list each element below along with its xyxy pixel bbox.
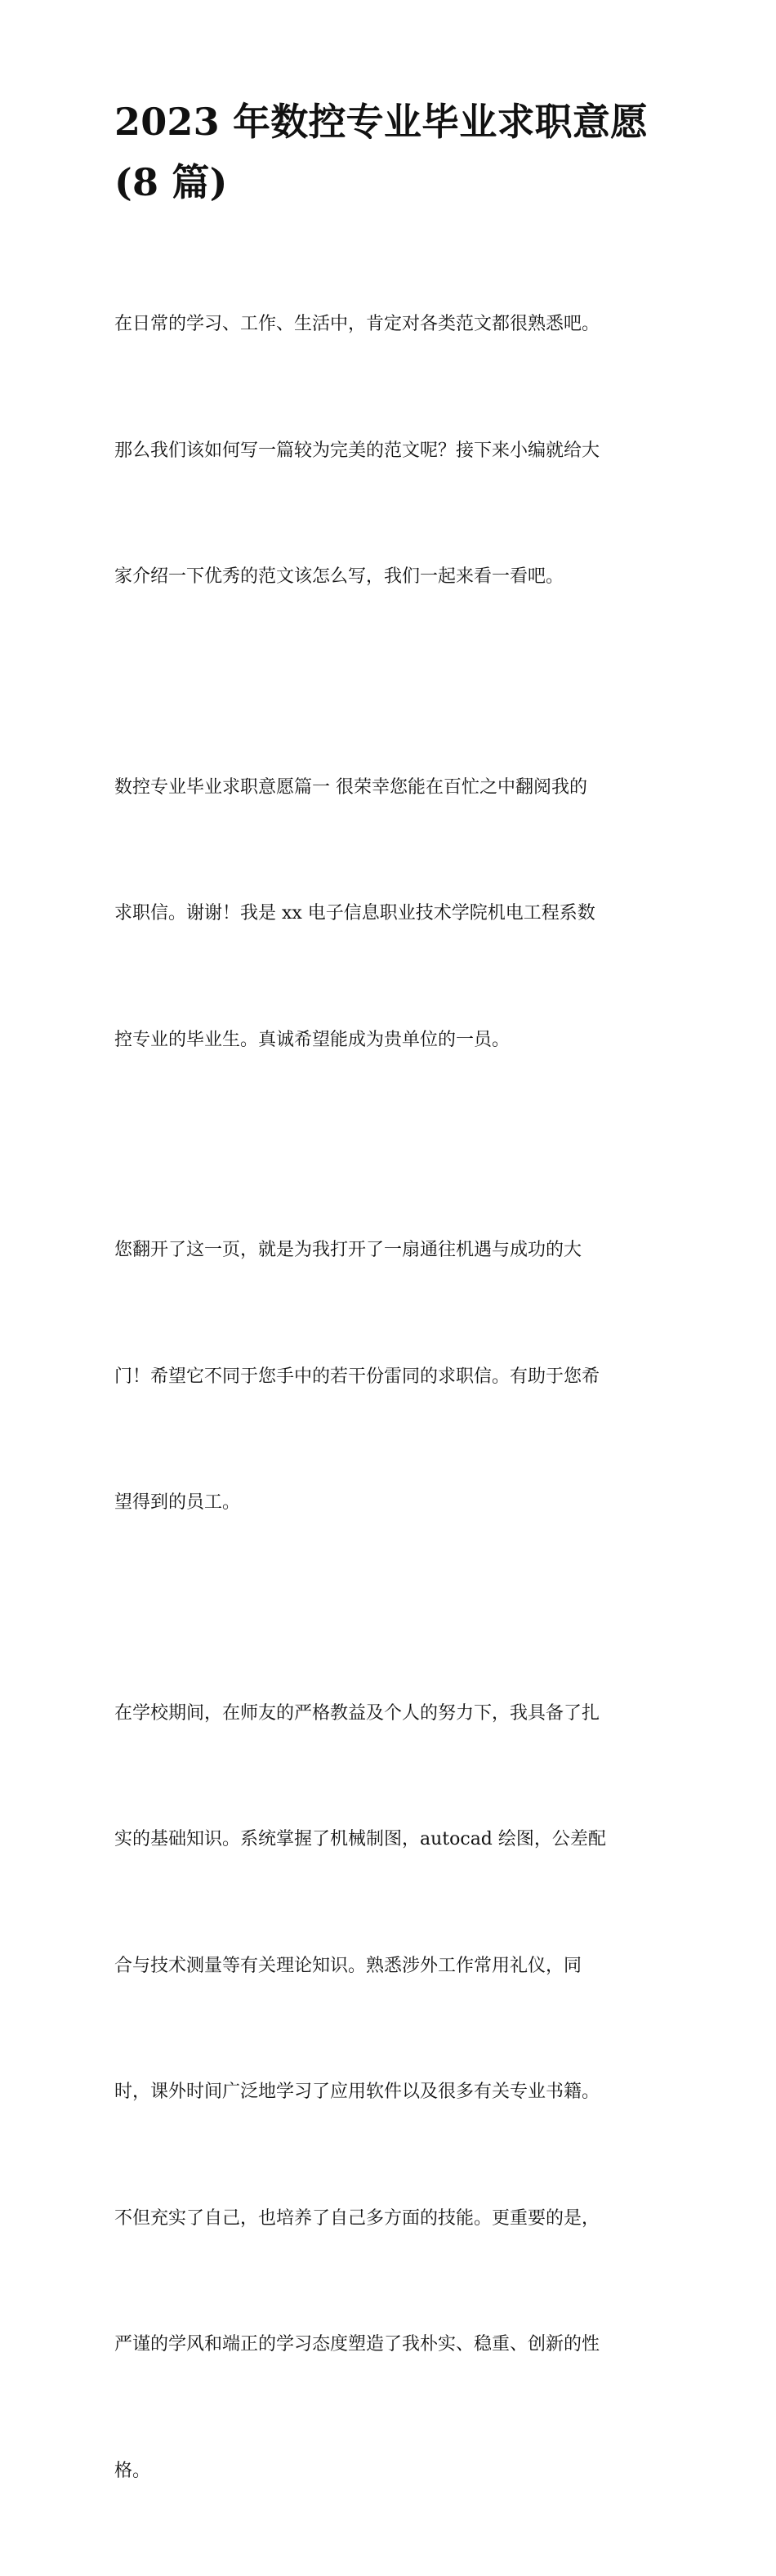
text-line: 严谨的学风和端正的学习态度塑造了我朴实、稳重、创新的性 [114,2323,666,2366]
text-line: 不但充实了自己，也培养了自己多方面的技能。更重要的是， [114,2198,666,2240]
paragraph-school-experience [114,1608,666,2576]
text-line: 求职信。谢谢！我是 xx 电子信息职业技术学院机电工程系数 [114,892,666,935]
text-line: 实的基础知识。系统掌握了机械制图，autocad 绘图，公差配 [114,1818,666,1861]
text-line: 格。 [114,2450,666,2493]
text-line: 望得到的员工。 [114,1482,666,1524]
paragraph-opportunity [114,1145,666,1608]
document-title [114,92,666,212]
text-line: 门！希望它不同于您手中的若干份雷同的求职信。有助于您希 [114,1356,666,1398]
text-line: 在日常的学习、工作、生活中，肯定对各类范文都很熟悉吧。 [114,303,666,346]
text-line: 数控专业毕业求职意愿篇一 很荣幸您能在百忙之中翻阅我的 [114,767,666,809]
text-line: 在学校期间，在师友的严格教益及个人的努力下，我具备了扎 [114,1693,666,1735]
text-line: 时，课外时间广泛地学习了应用软件以及很多有关专业书籍。 [114,2071,666,2113]
title-line-1: 2023 年数控专业毕业求职意愿 [114,92,666,152]
document-body [114,219,666,2576]
title-line-2: (8 篇) [114,152,666,212]
text-line: 那么我们该如何写一篇较为完美的范文呢？接下来小编就给大 [114,430,666,472]
text-line: 您翻开了这一页，就是为我打开了一扇通往机遇与成功的大 [114,1229,666,1272]
document-page [114,92,666,2576]
text-line: 合与技术测量等有关理论知识。熟悉涉外工作常用礼仪，同 [114,1945,666,1988]
text-line: 家介绍一下优秀的范文该怎么写，我们一起来看一看吧。 [114,556,666,598]
paragraph-letter-opening [114,682,666,1146]
text-line: 控专业的毕业生。真诚希望能成为贵单位的一员。 [114,1019,666,1062]
paragraph-intro [114,219,666,682]
